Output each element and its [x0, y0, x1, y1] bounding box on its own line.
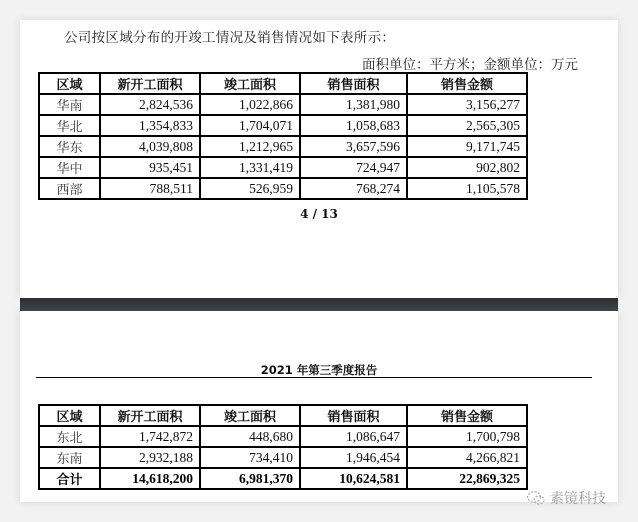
- header-sales-area: 销售面积: [300, 73, 407, 94]
- cell-region: 华北: [39, 115, 100, 136]
- cell-sales-amount: 902,802: [407, 157, 527, 178]
- cell-completed: 1,212,965: [200, 136, 300, 157]
- table-row: [39, 136, 527, 157]
- cell-region: 东北: [39, 426, 100, 447]
- cell-total-label: 合计: [39, 468, 100, 489]
- cell-sales-area: 3,657,596: [300, 136, 407, 157]
- wechat-icon: [526, 490, 546, 506]
- cell-sales-amount: 2,565,305: [407, 115, 527, 136]
- cell-region: 华南: [39, 94, 100, 115]
- cell-new-construction: 4,039,808: [100, 136, 200, 157]
- table-row: [39, 115, 527, 136]
- cell-sales-area: 1,381,980: [300, 94, 407, 115]
- watermark: [526, 488, 606, 508]
- cell-region: 华中: [39, 157, 100, 178]
- cell-sales-area: 1,946,454: [300, 447, 407, 468]
- table-row: [39, 157, 527, 178]
- table-row: [39, 447, 527, 468]
- cell-total-new-construction: 14,618,200: [100, 468, 200, 489]
- cell-region: 华东: [39, 136, 100, 157]
- cell-sales-area: 1,058,683: [300, 115, 407, 136]
- cell-new-construction: 2,932,188: [100, 447, 200, 468]
- cell-completed: 1,331,419: [200, 157, 300, 178]
- cell-total-sales-area: 10,624,581: [300, 468, 407, 489]
- cell-completed: 734,410: [200, 447, 300, 468]
- cell-total-completed: 6,981,370: [200, 468, 300, 489]
- cell-total-sales-amount: 22,869,325: [407, 468, 527, 489]
- watermark-text: 素镜科技: [550, 491, 606, 507]
- table-header-row: [39, 405, 527, 426]
- cell-new-construction: 2,824,536: [100, 94, 200, 115]
- table-header-row: [39, 73, 527, 94]
- cell-new-construction: 1,354,833: [100, 115, 200, 136]
- cell-sales-amount: 4,266,821: [407, 447, 527, 468]
- cell-sales-amount: 1,105,578: [407, 178, 527, 199]
- table-total-row: [39, 468, 527, 489]
- cell-completed: 526,959: [200, 178, 300, 199]
- header-rule: [36, 377, 592, 378]
- header-completed: 竣工面积: [200, 405, 300, 426]
- regional-table-part2: [38, 404, 528, 490]
- cell-sales-area: 1,086,647: [300, 426, 407, 447]
- page-separator: [20, 298, 618, 311]
- cell-sales-area: 768,274: [300, 178, 407, 199]
- cell-new-construction: 1,742,872: [100, 426, 200, 447]
- page-number: 4 / 13: [300, 207, 338, 221]
- cell-new-construction: 935,451: [100, 157, 200, 178]
- cell-new-construction: 788,511: [100, 178, 200, 199]
- report-header-title: 2021 年第三季度报告: [260, 363, 378, 377]
- header-new-construction: 新开工面积: [100, 73, 200, 94]
- header-sales-area: 销售面积: [300, 405, 407, 426]
- table-row: [39, 178, 527, 199]
- cell-region: 西部: [39, 178, 100, 199]
- regional-table-part1: [38, 72, 528, 200]
- header-completed: 竣工面积: [200, 73, 300, 94]
- header-region: 区域: [39, 73, 100, 94]
- header-sales-amount: 销售金额: [407, 405, 527, 426]
- table-row: [39, 426, 527, 447]
- table-row: [39, 94, 527, 115]
- cell-sales-amount: 1,700,798: [407, 426, 527, 447]
- cell-completed: 448,680: [200, 426, 300, 447]
- intro-paragraph: 公司按区域分布的开竣工情况及销售情况如下表所示：: [64, 30, 396, 46]
- header-region: 区域: [39, 405, 100, 426]
- units-note: 面积单位：平方米；金额单位：万元: [362, 57, 578, 73]
- cell-sales-amount: 9,171,745: [407, 136, 527, 157]
- cell-region: 东南: [39, 447, 100, 468]
- cell-completed: 1,022,866: [200, 94, 300, 115]
- header-sales-amount: 销售金额: [407, 73, 527, 94]
- cell-completed: 1,704,071: [200, 115, 300, 136]
- cell-sales-area: 724,947: [300, 157, 407, 178]
- header-new-construction: 新开工面积: [100, 405, 200, 426]
- cell-sales-amount: 3,156,277: [407, 94, 527, 115]
